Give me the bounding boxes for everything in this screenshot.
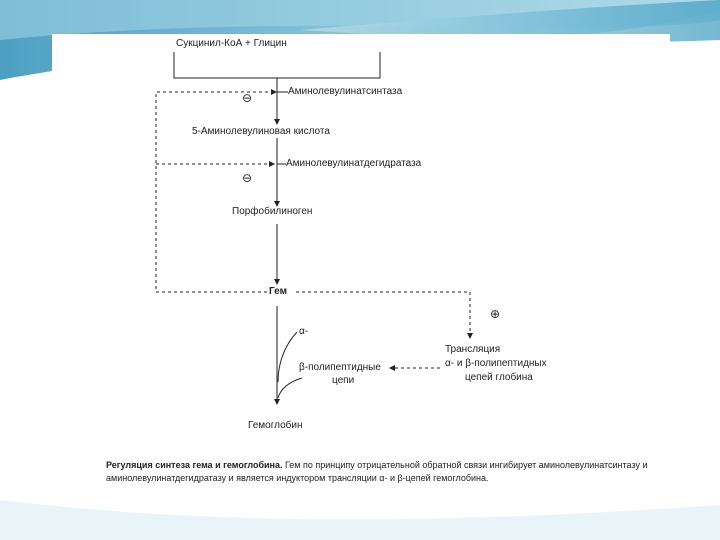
- enzyme2-label: Аминолевулинатдегидратаза: [286, 158, 422, 169]
- caption-text: Гем по принципу отрицательной обратной связи ингибирует аминолевулинатсинтазу и аминолевулинатдегидратазу и является индуктором трансляции α- и β-цепей гемоглобина.: [106, 460, 648, 483]
- heme-to-translation: [296, 292, 470, 338]
- beta-chain-line1: β-полипептидные: [299, 362, 381, 373]
- enzyme1-label: Аминолевулинатсинтаза: [288, 86, 403, 97]
- substrates-label: Сукцинил-КоА + Глицин: [176, 38, 287, 49]
- inhibition-sign-2: ⊖: [242, 171, 253, 185]
- figure-caption: [106, 459, 666, 485]
- translation-line2: α- и β-полипептидных: [445, 358, 547, 369]
- feedback-loop: [156, 92, 276, 292]
- ala-label: 5-Аминолевулиновая кислота: [192, 126, 330, 137]
- translation-line1: Трансляция: [445, 344, 501, 355]
- porphobilinogen-label: Порфобилиноген: [232, 206, 313, 217]
- caption-title: Регуляция синтеза гема и гемоглобина.: [106, 460, 283, 470]
- alpha-chain-curve: [278, 332, 297, 382]
- beta-chain-line2: цепи: [332, 375, 355, 386]
- activation-sign: ⊕: [490, 307, 501, 321]
- diagram-scan: [52, 34, 670, 496]
- beta-chain-curve: [278, 378, 302, 398]
- alpha-chain-label: α-: [299, 326, 309, 337]
- translation-line3: цепей глобина: [465, 372, 533, 383]
- hemoglobin-label: Гемоглобин: [248, 420, 303, 431]
- inhibition-sign-1: ⊖: [242, 91, 253, 105]
- substrate-bracket: [174, 52, 380, 78]
- diagram-lines: [52, 34, 670, 496]
- heme-label: Гем: [269, 286, 287, 297]
